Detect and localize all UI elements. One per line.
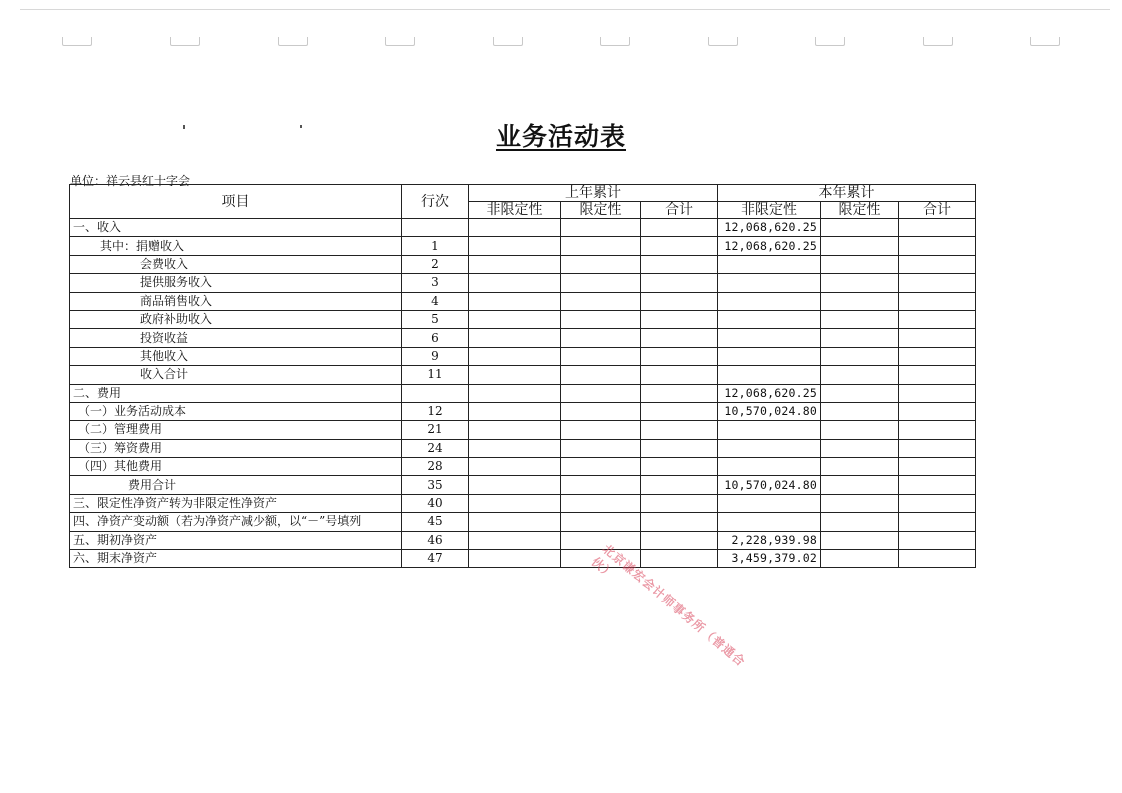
row-number: 4	[402, 292, 469, 310]
item-label: 六、期末净资产	[70, 550, 402, 568]
binding-tab	[708, 37, 738, 46]
header-prev-year: 上年累计	[469, 185, 718, 202]
curr-unrestricted-value	[718, 310, 821, 328]
item-label: 收入合计	[70, 366, 402, 384]
curr-unrestricted-value	[718, 366, 821, 384]
table-row	[70, 513, 976, 531]
row-number: 12	[402, 402, 469, 420]
item-label: 二、费用	[70, 384, 402, 402]
item-label: 商品销售收入	[70, 292, 402, 310]
header-prev-total: 合计	[641, 202, 718, 219]
curr-unrestricted-value: 12,068,620.25	[718, 219, 821, 237]
header-curr-unrestricted: 非限定性	[718, 202, 821, 219]
item-label: （三）筹资费用	[70, 439, 402, 457]
item-label: 政府补助收入	[70, 310, 402, 328]
table-row	[70, 458, 976, 476]
row-number: 2	[402, 255, 469, 273]
item-label: 五、期初净资产	[70, 531, 402, 549]
curr-unrestricted-value	[718, 274, 821, 292]
binding-tab	[170, 37, 200, 46]
binding-tab	[278, 37, 308, 46]
curr-unrestricted-value: 12,068,620.25	[718, 237, 821, 255]
activity-statement-table	[69, 184, 976, 568]
curr-unrestricted-value	[718, 292, 821, 310]
curr-unrestricted-value	[718, 255, 821, 273]
row-number: 28	[402, 458, 469, 476]
curr-unrestricted-value	[718, 329, 821, 347]
table-row	[70, 329, 976, 347]
row-number: 47	[402, 550, 469, 568]
item-label: （二）管理费用	[70, 421, 402, 439]
table-row	[70, 476, 976, 494]
page-top-edge	[20, 9, 1110, 10]
curr-unrestricted-value: 10,570,024.80	[718, 402, 821, 420]
curr-unrestricted-value: 10,570,024.80	[718, 476, 821, 494]
row-number: 21	[402, 421, 469, 439]
row-number: 46	[402, 531, 469, 549]
row-number: 45	[402, 513, 469, 531]
item-label: 费用合计	[70, 476, 402, 494]
header-curr-restricted: 限定性	[821, 202, 899, 219]
table-row	[70, 550, 976, 568]
item-label: 其中：捐赠收入	[70, 237, 402, 255]
table-row	[70, 366, 976, 384]
curr-unrestricted-value: 2,228,939.98	[718, 531, 821, 549]
item-label: 三、限定性净资产转为非限定性净资产	[70, 494, 402, 512]
document-title: 业务活动表	[495, 122, 626, 151]
table-row	[70, 384, 976, 402]
table-row	[70, 292, 976, 310]
item-label: （四）其他费用	[70, 458, 402, 476]
curr-unrestricted-value	[718, 421, 821, 439]
unit-label: 单位：祥云县红十字会	[70, 174, 191, 188]
row-number: 3	[402, 274, 469, 292]
item-label: 提供服务收入	[70, 274, 402, 292]
curr-unrestricted-value	[718, 347, 821, 365]
curr-unrestricted-value	[718, 494, 821, 512]
binding-tab	[385, 37, 415, 46]
header-row-no: 行次	[402, 185, 469, 219]
binding-tab	[600, 37, 630, 46]
header-item: 项目	[70, 185, 402, 219]
table-row	[70, 310, 976, 328]
curr-unrestricted-value: 3,459,379.02	[718, 550, 821, 568]
row-number	[402, 219, 469, 237]
row-number: 5	[402, 310, 469, 328]
curr-unrestricted-value	[718, 513, 821, 531]
curr-unrestricted-value: 12,068,620.25	[718, 384, 821, 402]
table-row	[70, 255, 976, 273]
item-label: 会费收入	[70, 255, 402, 273]
table-row	[70, 274, 976, 292]
binding-tab	[815, 37, 845, 46]
item-label: （一）业务活动成本	[70, 402, 402, 420]
row-number: 35	[402, 476, 469, 494]
binding-tab	[62, 37, 92, 46]
row-number: 9	[402, 347, 469, 365]
table-row	[70, 219, 976, 237]
curr-unrestricted-value	[718, 458, 821, 476]
item-label: 其他收入	[70, 347, 402, 365]
header-curr-year: 本年累计	[718, 185, 976, 202]
binding-tab	[1030, 37, 1060, 46]
row-number: 1	[402, 237, 469, 255]
header-prev-restricted: 限定性	[561, 202, 641, 219]
table-row	[70, 494, 976, 512]
table-row	[70, 421, 976, 439]
row-number: 40	[402, 494, 469, 512]
table-row	[70, 439, 976, 457]
header-prev-unrestricted: 非限定性	[469, 202, 561, 219]
item-label: 一、收入	[70, 219, 402, 237]
row-number: 24	[402, 439, 469, 457]
table-row	[70, 531, 976, 549]
binding-tab	[493, 37, 523, 46]
item-label: 四、净资产变动额（若为净资产减少额，以“－”号填列	[70, 513, 402, 531]
table-row	[70, 237, 976, 255]
row-number	[402, 384, 469, 402]
row-number: 6	[402, 329, 469, 347]
item-label: 投资收益	[70, 329, 402, 347]
row-number: 11	[402, 366, 469, 384]
table-row	[70, 402, 976, 420]
table-row	[70, 347, 976, 365]
curr-unrestricted-value	[718, 439, 821, 457]
header-curr-total: 合计	[899, 202, 976, 219]
binding-tab	[923, 37, 953, 46]
auditor-stamp: 北京谦宏会计师事务所（普通合伙）	[588, 541, 749, 670]
